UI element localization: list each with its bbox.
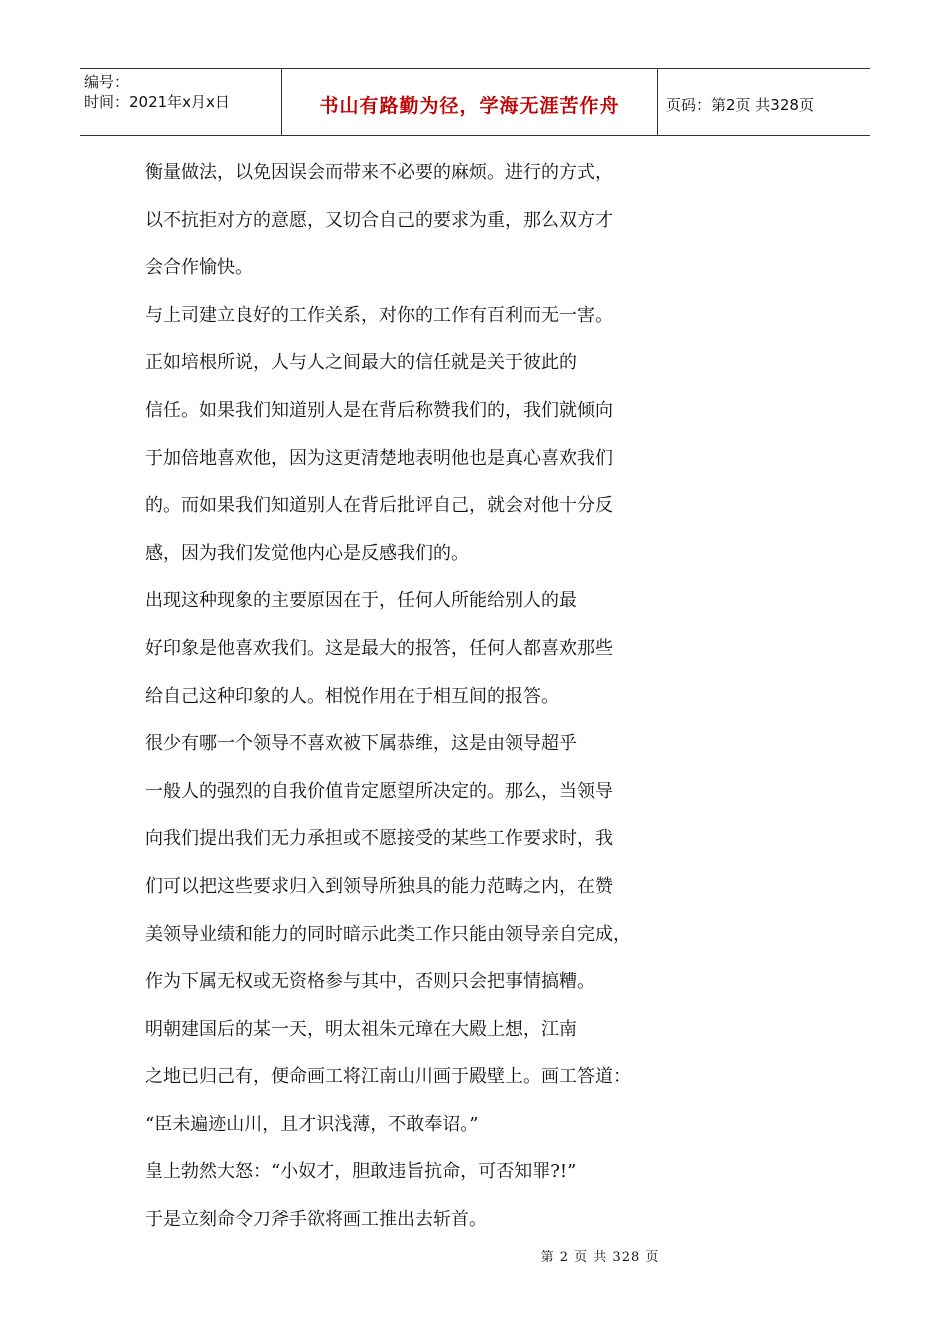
text-line: 的。而如果我们知道别人在背后批评自己，就会对他十分反 [145, 495, 613, 517]
text-line: 于加倍地喜欢他，因为这更清楚地表明他也是真心喜欢我们 [145, 447, 613, 469]
page-info: 页码：第2页 共328页 [666, 95, 814, 114]
text-line: 好印象是他喜欢我们。这是最大的报答，任何人都喜欢那些 [145, 637, 613, 659]
text-line: 一般人的强烈的自我价值肯定愿望所决定的。那么，当领导 [145, 780, 613, 802]
text-line: 于是立刻命令刀斧手欲将画工推出去斩首。 [145, 1209, 487, 1231]
header-meta [80, 69, 282, 135]
text-line: 会合作愉快。 [145, 257, 253, 279]
text-line: 向我们提出我们无力承担或不愿接受的某些工作要求时，我 [145, 828, 613, 850]
header-motto-cell [282, 69, 658, 135]
document-date: 时间：2021年x月x日 [84, 93, 230, 111]
text-line: 出现这种现象的主要原因在于，任何人所能给别人的最 [145, 590, 577, 612]
motto: 书山有路勤为径，学海无涯苦作舟 [319, 94, 620, 117]
document-body [145, 156, 665, 1251]
text-line: 之地已归己有，便命画工将江南山川画于殿壁上。画工答道： [145, 1066, 631, 1088]
text-line: 美领导业绩和能力的同时暗示此类工作只能由领导亲自完成， [145, 923, 631, 945]
page-header [80, 68, 870, 136]
header-page-info [658, 69, 870, 135]
text-line: 给自己这种印象的人。相悦作用在于相互间的报答。 [145, 685, 559, 707]
text-line: 明朝建国后的某一天，明太祖朱元璋在大殿上想，江南 [145, 1018, 577, 1040]
document-number: 编号： [84, 73, 130, 91]
text-line: 衡量做法，以免因误会而带来不必要的麻烦。进行的方式， [145, 162, 613, 183]
text-line: 正如培根所说，人与人之间最大的信任就是关于彼此的 [145, 352, 577, 374]
text-line: 皇上勃然大怒：“小奴才，胆敢违旨抗命，可否知罪?!” [145, 1161, 577, 1183]
page-footer: 第 2 页 共 328 页 [540, 1250, 660, 1265]
text-line: 很少有哪一个领导不喜欢被下属恭维，这是由领导超乎 [145, 733, 577, 755]
text-line: 作为下属无权或无资格参与其中，否则只会把事情搞糟。 [145, 971, 595, 993]
text-line: “臣未遍迹山川，且才识浅薄，不敢奉诏。” [145, 1113, 479, 1135]
text-line: 信任。如果我们知道别人是在背后称赞我们的，我们就倾向 [145, 399, 613, 421]
text-line: 们可以把这些要求归入到领导所独具的能力范畴之内，在赞 [145, 875, 613, 897]
text-line: 与上司建立良好的工作关系，对你的工作有百利而无一害。 [145, 304, 613, 326]
text-line: 感，因为我们发觉他内心是反感我们的。 [145, 542, 469, 564]
text-line: 以不抗拒对方的意愿，又切合自己的要求为重，那么双方才 [145, 209, 613, 231]
